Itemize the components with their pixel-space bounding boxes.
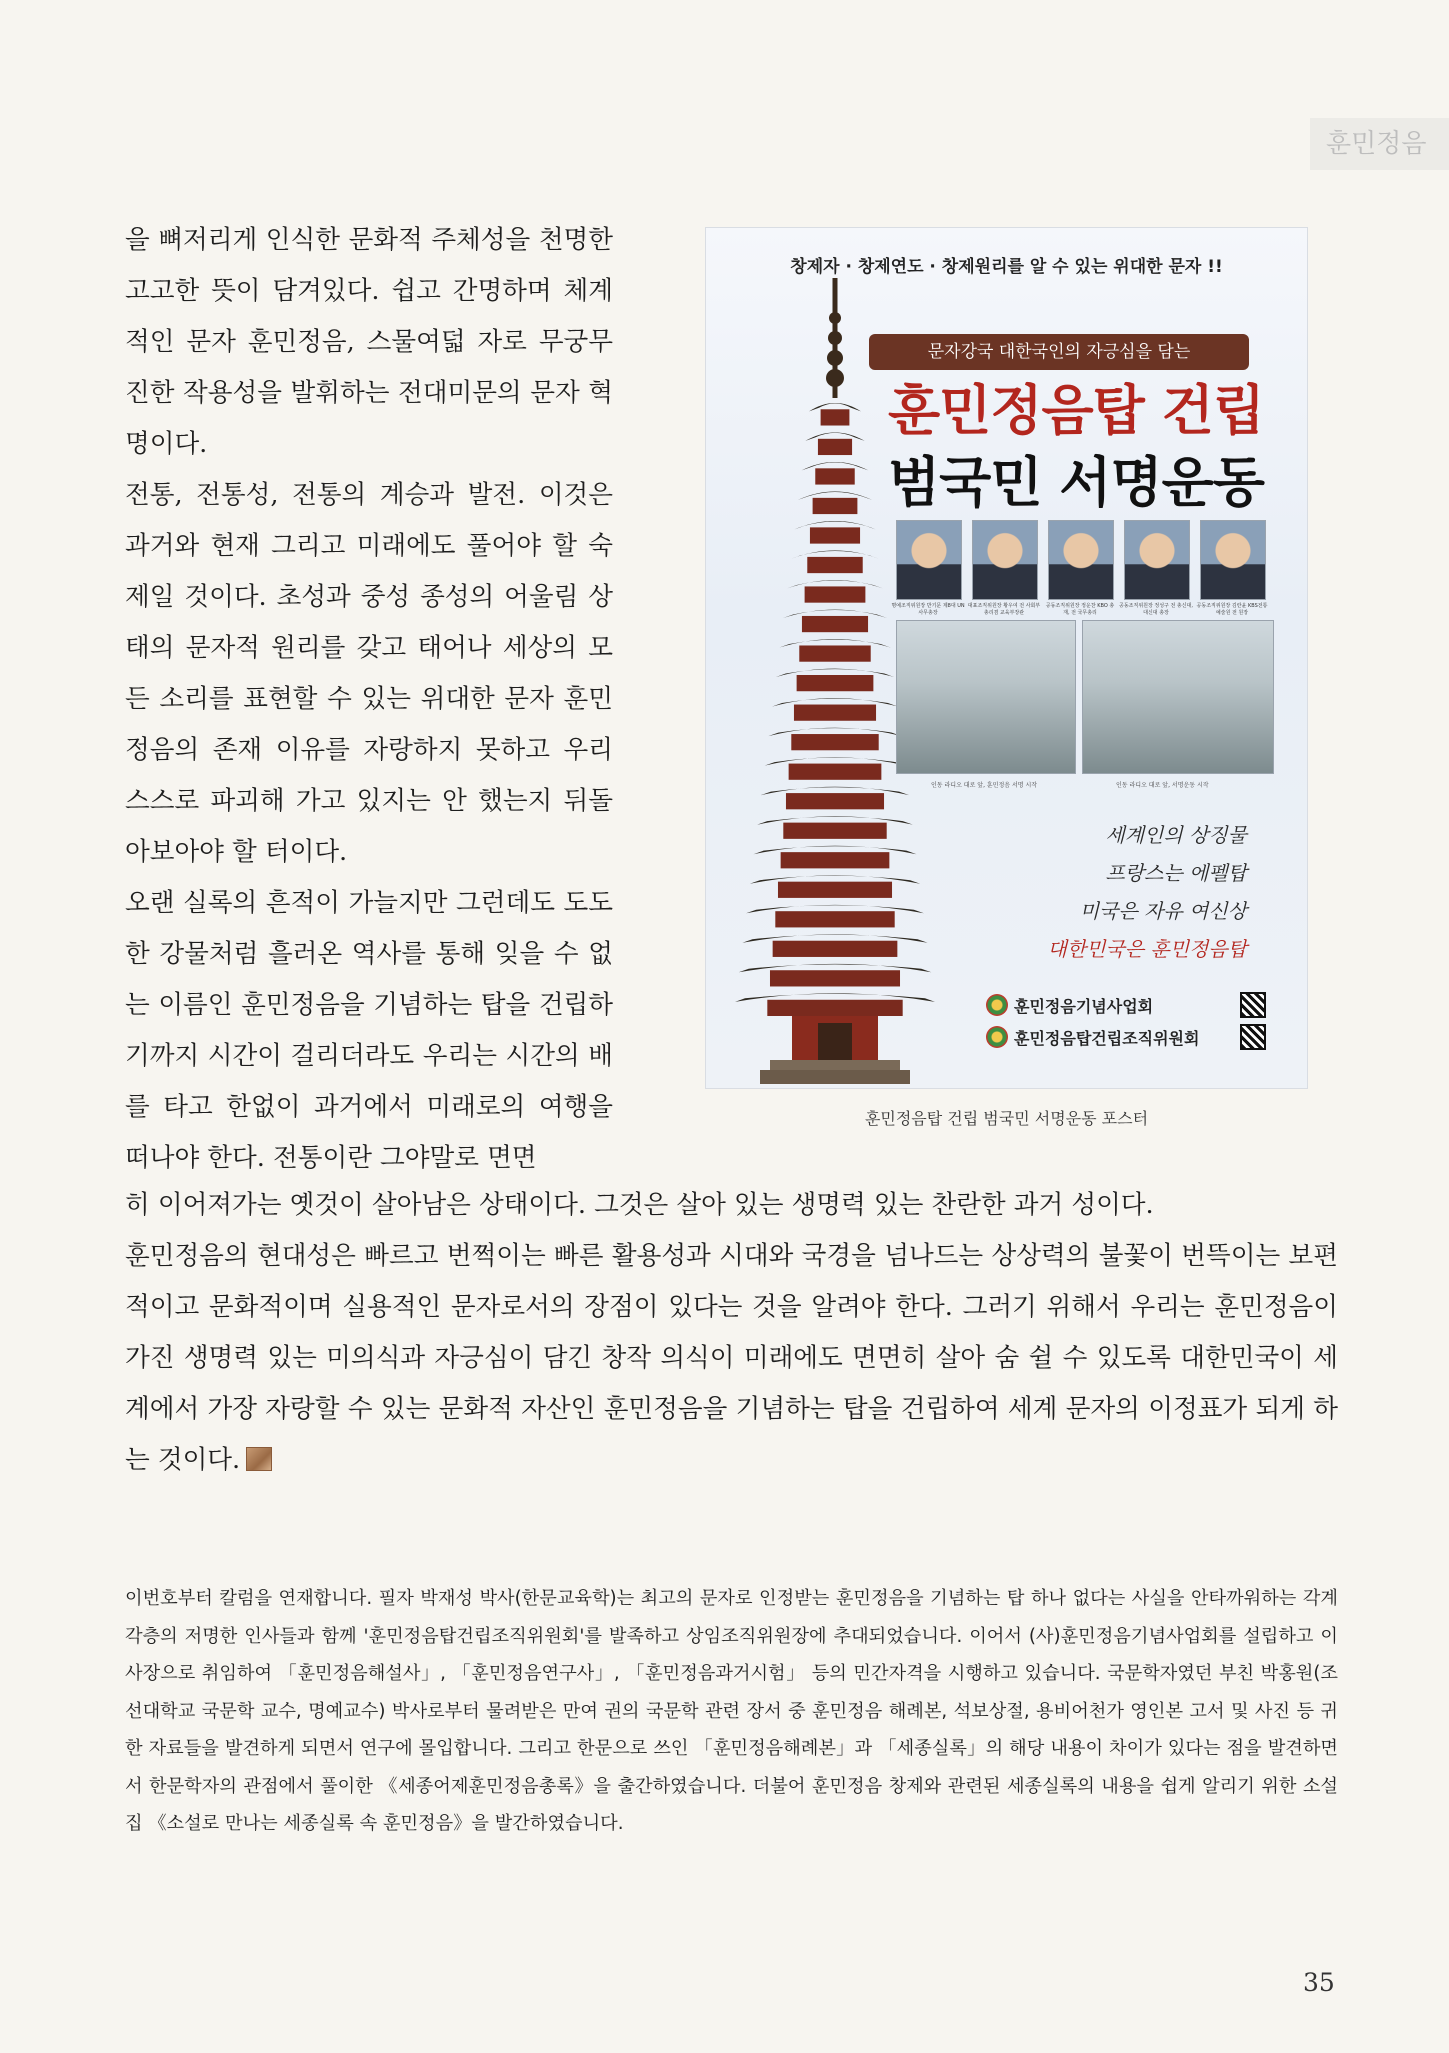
portrait-photo (1200, 520, 1266, 600)
qr-code-icon (1240, 1024, 1266, 1050)
photo-caption: 인동 라디오 대로 앞, 서명운동 시작 (1116, 782, 1209, 789)
poster-slogans (1047, 816, 1247, 968)
portrait-caption: 공동조직위원장 김란윤 KBS전통예술원 전 원장 (1196, 603, 1268, 616)
portrait-photo (1124, 520, 1190, 600)
portrait-caption: 대표조직위원장 황우여 전 사회부총리겸 교육부장관 (967, 603, 1041, 616)
organization-row (986, 1024, 1266, 1052)
organization-name: 훈민정음기념사업회 (1014, 997, 1154, 1016)
article-column-text (125, 215, 613, 1184)
slogan-line: 미국은 자유 여신상 (1079, 899, 1247, 923)
organization-seal-icon (986, 994, 1008, 1016)
campaign-photo (1082, 620, 1274, 774)
figure-caption: 훈민정음탑 건립 범국민 서명운동 포스터 (864, 1109, 1149, 1128)
portrait-caption: 명예조직위원장 반기문 제8대 UN 사무총장 (891, 603, 965, 616)
article-paragraph-text: 훈민정음의 현대성은 빠르고 번쩍이는 빠른 활용성과 시대와 국경을 넘나드는 상상력의 불꽃이 번뜩이는 보편적이고 문화적이며 실용적인 문자로서의 장점이 있다는 것을 알려야 한다. 그러기 위해서 우리는 훈민정음이 가진 생명력 있는 미의식과 자긍심이 담긴 창작 의식이 미래에도 면면히 살아 숨 쉴 수 있도록 대한민국이 세계에서 가장 자랑할 수 있는 문화적 자산인 훈민정음을 기념하는 탑을 건립하여 세계 문자의 이정표가 되게 하는 것이다. (125, 1241, 1338, 1475)
campaign-photo (896, 620, 1076, 774)
qr-code-icon (1240, 992, 1266, 1018)
portrait-photo (896, 520, 962, 600)
signature-campaign-poster (705, 227, 1308, 1089)
slogan-line: 대한민국은 훈민정음탑 (1047, 937, 1247, 961)
slogan-line: 세계인의 상징물 (1105, 823, 1247, 847)
end-mark-icon (246, 1447, 272, 1471)
portrait-caption: 공동조직위원장 정운찬 KBO 총재, 전 국무총리 (1045, 603, 1115, 616)
author-note-paragraph: 이번호부터 칼럼을 연재합니다. 필자 박재성 박사(한문교육학)는 최고의 문자로 인정받는 훈민정음을 기념하는 탑 하나 없다는 사실을 안타까워하는 각계각층의 저명한 인사들과 함께 '훈민정음탑건립조직위원회'를 발족하고 상임조직위원장에 추대되었습니다. 이어서 (사)훈민정음기념사업회를 설립하고 이사장으로 취임하여 「훈민정음해설사」, 「훈민정음연구사」, 「훈민정음과거시험」 등의 민간자격을 시행하고 있습니다. 국문학자였던 부친 박홍원(조선대학교 국문학 교수, 명예교수) 박사로부터 물려받은 만여 권의 국문학 관련 장서 중 훈민정음 해례본, 석보상절, 용비어천가 영인본 고서 및 사진 등 귀한 자료들을 발견하게 되면서 연구에 몰입합니다. 그리고 한문으로 쓰인 「훈민정음해례본」과 「세종실록」의 해당 내용이 차이가 있다는 점을 발견하면서 한문학자의 관점에서 풀이한 《세종어제훈민정음총록》을 출간하였습니다. 더불어 훈민정음 창제와 관련된 세종실록의 내용을 쉽게 알리기 위한 소설집 《소설로 만나는 세종실록 속 훈민정음》을 발간하였습니다. (125, 1588, 1338, 1834)
poster-title-line2: 범국민 서명운동 (888, 451, 1264, 514)
article-paragraph: 오랜 실록의 흔적이 가늘지만 그런데도 도도한 강물처럼 흘러온 역사를 통해 잊을 수 없는 이름인 훈민정음을 기념하는 탑을 건립하기까지 시간이 걸리더라도 우리는 시간의 배를 타고 한없이 과거에서 미래로의 여행을 떠나야 한다. 전통이란 그야말로 면면 (125, 888, 613, 1173)
organization-row (986, 992, 1266, 1020)
page-number: 35 (1303, 1968, 1335, 1997)
article-paragraph: 전통, 전통성, 전통의 계승과 발전. 이것은 과거와 현재 그리고 미래에도 풀어야 할 숙제일 것이다. 초성과 중성 종성의 어울림 상태의 문자적 원리를 갖고 태어나 세상의 모든 소리를 표현할 수 있는 위대한 문자 훈민정음의 존재 이유를 자랑하지 못하고 우리 스스로 파괴해 가고 있지는 안 했는지 뒤돌아보아야 할 터이다. (125, 480, 613, 867)
author-note (125, 1580, 1338, 1843)
section-header-tag: 훈민정음 (1310, 118, 1449, 170)
poster-banner: 문자강국 대한국인의 자긍심을 담는 (869, 334, 1249, 370)
organization-seal-icon (986, 1026, 1008, 1048)
poster-title-line1: 훈민정음탑 건립 (888, 379, 1264, 442)
article-paragraph: 을 뼈저리게 인식한 문화적 주체성을 천명한 고고한 뜻이 담겨있다. 쉽고 간명하며 체계적인 문자 훈민정음, 스물여덟 자로 무궁무진한 작용성을 발휘하는 전대미문의 문자 혁명이다. (125, 225, 613, 459)
portrait-photo (972, 520, 1038, 600)
poster-tagline: 창제자 · 창제연도 · 창제원리를 알 수 있는 위대한 문자 !! (790, 257, 1223, 277)
article-paragraph (125, 1231, 1338, 1486)
photo-caption: 인동 라디오 대로 앞, 훈민정음 서명 시작 (931, 782, 1038, 789)
portrait-caption: 공동조직위원장 정성구 전 총신대, 대신대 총장 (1119, 603, 1193, 616)
slogan-line: 프랑스는 에펠탑 (1105, 861, 1247, 885)
article-paragraph: 히 이어져가는 옛것이 살아남은 상태이다. 그것은 살아 있는 생명력 있는 찬란한 과거 성이다. (125, 1190, 1154, 1220)
portrait-photo (1048, 520, 1114, 600)
article-full-width-text (125, 1180, 1338, 1486)
organization-name: 훈민정음탑건립조직위원회 (1014, 1029, 1200, 1048)
committee-portraits (891, 520, 1276, 616)
